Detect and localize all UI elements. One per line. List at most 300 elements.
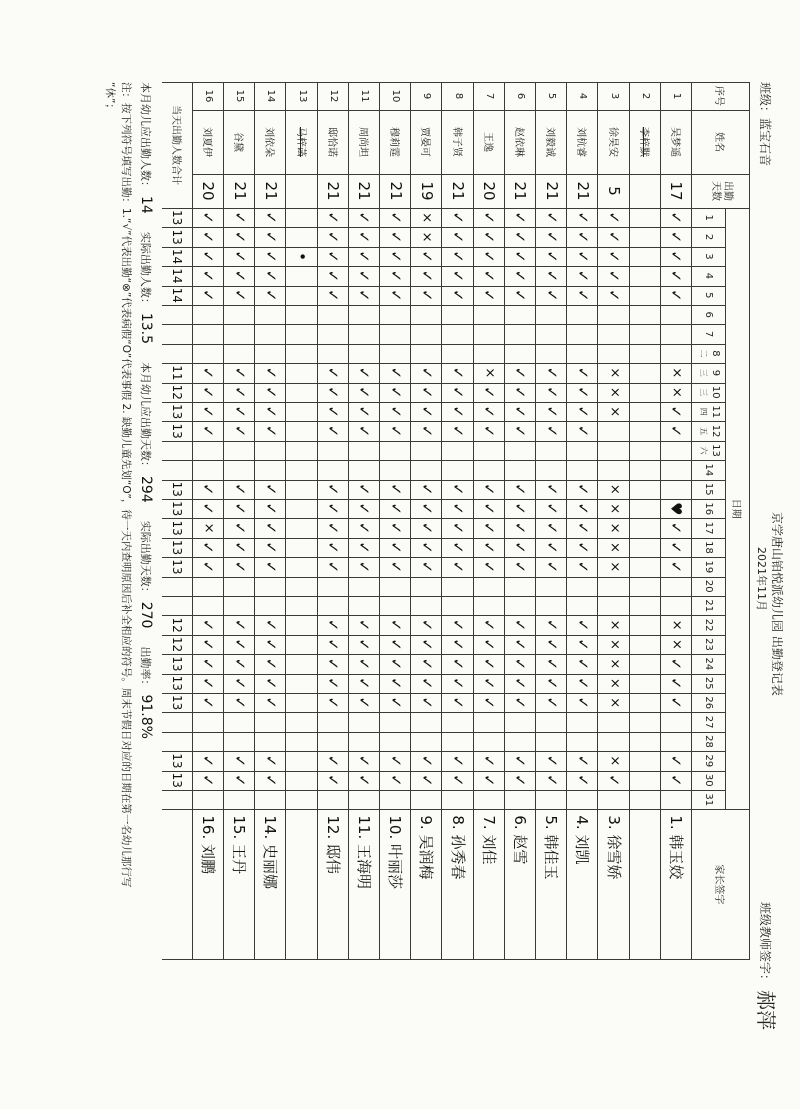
attendance-mark: ✓: [449, 483, 468, 496]
attendance-mark: ✓: [511, 386, 530, 399]
attendance-mark: ✓: [542, 560, 561, 574]
day-header: 20: [703, 579, 715, 593]
attendance-mark: ✓: [261, 424, 280, 438]
attendance-mark: ✓: [511, 424, 530, 438]
attendance-mark: ✓: [480, 230, 499, 244]
attendance-mark: ✓: [449, 521, 468, 535]
attendance-mark: ✓: [417, 521, 436, 535]
attendance-mark: ✓: [355, 521, 374, 535]
attendance-count: 21: [573, 181, 592, 201]
daily-total: 13: [170, 404, 185, 420]
daily-total: 14: [170, 248, 185, 265]
attendance-mark: ✓: [199, 424, 218, 438]
attendance-mark: ✓: [386, 405, 405, 418]
attendance-mark: ✓: [511, 677, 530, 690]
student-name: 徐昊安: [606, 127, 618, 157]
grid-line-h: [254, 82, 255, 959]
attendance-mark: ✓: [667, 424, 686, 438]
attendance-count: 17: [667, 181, 686, 201]
attendance-mark: ×: [419, 212, 435, 224]
attendance-mark: ✓: [230, 541, 249, 554]
attendance-mark: ✓: [324, 250, 343, 263]
attendance-mark: ✓: [542, 424, 561, 438]
attendance-mark: ✓: [355, 618, 374, 632]
grid-line-h: [223, 82, 224, 959]
attendance-mark: ✓: [230, 677, 249, 690]
row-number: 16: [202, 89, 214, 103]
attendance-mark: ✓: [573, 502, 592, 515]
attendance-mark: ✓: [449, 618, 468, 632]
grid-line-v: [162, 480, 726, 481]
attendance-mark: ✓: [511, 250, 530, 263]
attendance-mark: ✓: [230, 560, 249, 574]
attendance-mark: ✓: [261, 618, 280, 632]
day-header: 4: [703, 272, 715, 280]
attendance-mark: ✓: [261, 657, 280, 671]
parent-signature: 8. 孙秀春: [448, 815, 467, 880]
attendance-mark: ✓: [605, 289, 624, 302]
attendance-mark: ✓: [417, 774, 436, 787]
attendance-mark: ✓: [230, 521, 249, 535]
attendance-mark: ✓: [261, 754, 280, 768]
grid-line-v: [162, 615, 726, 616]
row-number: 5: [546, 92, 558, 100]
attendance-count: 21: [230, 181, 249, 201]
attendance-count: 21: [355, 181, 374, 201]
attendance-mark: ✓: [261, 230, 280, 244]
attendance-mark: ✓: [261, 483, 280, 496]
attendance-mark: ✓: [573, 638, 592, 651]
attendance-mark: ✓: [480, 677, 499, 690]
attendance-mark: ✓: [449, 250, 468, 263]
row-number: 15: [234, 89, 246, 103]
grid-line-h: [192, 82, 193, 959]
attendance-mark: ✓: [667, 289, 686, 302]
attendance-mark: ✓: [480, 521, 499, 535]
attendance-mark: ✓: [386, 289, 405, 302]
attendance-mark: ✓: [324, 289, 343, 302]
attendance-mark: ✓: [511, 502, 530, 515]
grid-line-v: [162, 344, 726, 345]
attendance-mark: ✓: [480, 502, 499, 515]
grid-line-h: [691, 82, 692, 959]
attendance-mark: ✓: [417, 560, 436, 574]
attendance-mark: ×: [481, 367, 497, 379]
attendance-mark: ✓: [480, 289, 499, 302]
attendance-mark: ✓: [511, 211, 530, 224]
attendance-count: [630, 174, 661, 208]
parent-signature: 1. 韩玉姣: [666, 815, 685, 880]
attendance-mark: ✓: [573, 560, 592, 574]
attendance-mark: ✓: [355, 211, 374, 224]
day-header: 5: [703, 292, 715, 299]
daily-total: 13: [170, 559, 185, 575]
attendance-mark: ✓: [230, 289, 249, 302]
parent-signature: 6. 赵雪: [510, 815, 529, 865]
attendance-mark: ✓: [386, 618, 405, 632]
parent-signature: 3. 徐雪娇: [604, 815, 623, 880]
attendance-mark: ✓: [417, 269, 436, 283]
attendance-mark: ✓: [199, 657, 218, 671]
row-number: 1: [670, 92, 682, 100]
attendance-count: [286, 174, 317, 208]
day-header: 12 五: [699, 424, 721, 438]
row-number: 11: [358, 89, 370, 103]
row-number: 12: [327, 89, 339, 103]
attendance-mark: ✓: [511, 521, 530, 535]
attendance-mark: ✓: [449, 269, 468, 283]
attendance-mark: ✓: [511, 230, 530, 244]
attendance-mark: ✓: [324, 269, 343, 283]
grid-line-v: [162, 538, 726, 539]
row-number: 3: [608, 92, 620, 100]
student-name: 王逸: [481, 132, 493, 152]
attendance-mark: ✓: [511, 289, 530, 302]
daily-total: 14: [170, 268, 185, 284]
attendance-mark: ✓: [199, 289, 218, 302]
daily-total: 13: [170, 675, 185, 691]
attendance-mark: ✓: [199, 386, 218, 399]
attendance-mark: ✓: [417, 677, 436, 690]
attendance-mark: ✓: [386, 386, 405, 399]
parent-signature: 15. 王丹: [230, 815, 249, 875]
attendance-mark: ×: [606, 542, 622, 553]
attendance-mark: ✓: [542, 269, 561, 283]
attendance-mark: ✓: [199, 269, 218, 283]
attendance-mark: ✓: [573, 289, 592, 302]
daily-total: 13: [170, 210, 185, 226]
day-header: 7: [703, 330, 715, 338]
grid-line-h: [749, 82, 750, 959]
student-name: 马梓菡: [294, 127, 306, 157]
attendance-mark: ✓: [324, 386, 343, 399]
daily-total: 13: [170, 229, 185, 245]
attendance-mark: ✓: [573, 541, 592, 554]
parent-signature: 5. 韩佳玉: [542, 815, 561, 880]
day-header: 31: [703, 793, 715, 807]
grid-line-v: [162, 635, 726, 636]
grid-line-h: [566, 82, 567, 959]
attendance-mark: ✓: [542, 502, 561, 515]
attendance-mark: ✓: [449, 289, 468, 302]
parent-signature: 10. 叶丽莎: [386, 815, 405, 890]
attendance-mark: ✓: [573, 774, 592, 787]
attendance-mark: ✓: [230, 424, 249, 438]
grid-line-v: [162, 286, 726, 287]
grid-line-v: [162, 208, 750, 209]
attendance-mark: ✓: [449, 366, 468, 380]
attendance-mark: ✓: [230, 405, 249, 418]
day-header: 14: [703, 463, 715, 477]
day-header: 11 四: [699, 405, 721, 419]
attendance-mark: ✓: [449, 560, 468, 574]
grid-line-v: [162, 421, 726, 422]
attendance-mark: ✓: [386, 502, 405, 515]
attendance-mark: ✓: [605, 269, 624, 283]
attendance-mark: ✓: [199, 774, 218, 787]
attendance-mark: •: [293, 252, 312, 261]
attendance-mark: ✓: [480, 386, 499, 399]
attendance-mark: ×: [606, 561, 622, 573]
daily-total: 13: [170, 753, 185, 769]
day-header: 2: [703, 233, 715, 241]
attendance-mark: ✓: [542, 230, 561, 244]
attendance-mark: ✓: [386, 366, 405, 380]
attendance-mark: ×: [606, 697, 622, 709]
attendance-mark: ✓: [417, 366, 436, 380]
student-name: 韩子贤: [450, 127, 462, 157]
attendance-mark: ✓: [386, 657, 405, 671]
daily-total: 12: [170, 384, 185, 400]
teacher-signature: 郝萍: [754, 990, 778, 1030]
attendance-mark: ✓: [449, 657, 468, 671]
grid-line-v: [162, 247, 726, 248]
attendance-mark: ✓: [386, 250, 405, 263]
attendance-mark: ✓: [386, 483, 405, 496]
attendance-mark: ✓: [324, 774, 343, 787]
attendance-mark: ✓: [417, 405, 436, 418]
parent-signature: 11. 王海明: [354, 815, 373, 890]
parent-signature: 12. 邸伟: [323, 815, 342, 875]
attendance-mark: ✓: [324, 366, 343, 380]
attendance-mark: ✓: [480, 618, 499, 632]
attendance-mark: ✓: [573, 366, 592, 380]
day-header: 28: [703, 735, 715, 748]
attendance-mark: ✓: [573, 250, 592, 263]
attendance-mark: ✓: [573, 754, 592, 768]
col-no-header: 序号: [713, 86, 725, 106]
attendance-mark: ✓: [449, 230, 468, 244]
attendance-mark: ×: [668, 367, 684, 379]
daily-total: 11: [170, 365, 185, 381]
footer-expected-days-label: 本月幼儿应出勤天数：: [138, 362, 152, 472]
attendance-mark: ✓: [386, 754, 405, 768]
parent-signature: 7. 刘佳: [479, 815, 498, 865]
attendance-mark: ✓: [355, 366, 374, 380]
attendance-mark: ✓: [511, 657, 530, 671]
attendance-mark: ✓: [199, 541, 218, 554]
grid-line-h: [504, 82, 505, 959]
sheet-title: 京学唐山铂悦派幼儿园 出勤登记表: [770, 512, 784, 696]
grid-line-v: [162, 383, 726, 384]
attendance-mark: ✓: [199, 618, 218, 632]
day-header: 6: [703, 311, 715, 318]
attendance-mark: ✓: [480, 638, 499, 651]
attendance-mark: ✓: [449, 541, 468, 554]
attendance-mark: ×: [606, 522, 622, 534]
col-parent-header: 家长签字: [713, 864, 725, 905]
attendance-count: 20: [480, 181, 499, 201]
attendance-mark: ✓: [199, 483, 218, 496]
attendance-mark: ✓: [355, 657, 374, 671]
grid-line-h: [379, 82, 380, 959]
footer-note-continued: “休”；: [103, 82, 116, 114]
attendance-mark: ×: [668, 639, 684, 650]
day-header: 25: [703, 676, 715, 690]
attendance-mark: ✓: [542, 521, 561, 535]
attendance-mark: ✓: [573, 483, 592, 496]
attendance-mark: ✓: [480, 560, 499, 574]
attendance-mark: ✓: [386, 541, 405, 554]
attendance-mark: ✓: [324, 230, 343, 244]
attendance-mark: ✓: [511, 560, 530, 574]
attendance-mark: ✓: [667, 405, 686, 418]
grid-line-h: [629, 82, 630, 959]
attendance-mark: ✓: [230, 269, 249, 283]
day-header: 23: [703, 638, 715, 651]
attendance-mark: ✓: [667, 250, 686, 263]
grid-line-v: [162, 674, 726, 675]
attendance-mark: ✓: [542, 618, 561, 632]
attendance-count: 5: [605, 186, 624, 196]
attendance-mark: ✓: [230, 754, 249, 768]
attendance-mark: ✓: [449, 405, 468, 418]
attendance-mark: ✓: [667, 211, 686, 224]
attendance-mark: ✓: [386, 424, 405, 438]
row-number: 4: [577, 92, 589, 100]
attendance-mark: ✓: [261, 211, 280, 224]
attendance-mark: ✓: [324, 754, 343, 768]
grid-line-h: [348, 82, 349, 959]
attendance-mark: ✓: [324, 638, 343, 651]
grid-line-v: [162, 227, 726, 228]
attendance-mark: ✓: [542, 638, 561, 651]
grid-line-v: [162, 441, 726, 442]
attendance-mark: ✓: [511, 483, 530, 496]
attendance-mark: ✓: [261, 250, 280, 263]
grid-line-h: [317, 82, 318, 959]
attendance-mark: ✓: [386, 521, 405, 535]
attendance-mark: ✓: [355, 560, 374, 574]
footer-actual-days-label: 实际出勤天数：: [138, 520, 152, 598]
attendance-mark: ✓: [324, 618, 343, 632]
attendance-mark: ✓: [386, 774, 405, 787]
attendance-mark: ✓: [261, 696, 280, 709]
attendance-mark: ✓: [417, 754, 436, 768]
attendance-mark: ✓: [480, 405, 499, 418]
attendance-mark: ✓: [480, 483, 499, 496]
attendance-mark: ✓: [261, 521, 280, 535]
attendance-mark: ✓: [386, 696, 405, 709]
attendance-mark: ✓: [199, 366, 218, 380]
attendance-mark: ✓: [417, 638, 436, 651]
attendance-mark: ✓: [542, 386, 561, 399]
grid-line-h: [660, 82, 661, 959]
attendance-mark: ✓: [449, 754, 468, 768]
day-header: 9 三: [699, 368, 721, 377]
grid-line-v: [162, 363, 726, 364]
attendance-mark: ✓: [355, 696, 374, 709]
attendance-mark: ✓: [261, 366, 280, 380]
attendance-count: 21: [261, 181, 280, 201]
attendance-mark: ×: [606, 755, 622, 767]
attendance-mark: ×: [606, 677, 622, 689]
daily-total: 12: [170, 617, 185, 633]
grid-line-v: [162, 693, 726, 694]
attendance-mark: ×: [606, 386, 622, 398]
attendance-mark: ✓: [324, 211, 343, 224]
attendance-mark: ✓: [449, 502, 468, 515]
attendance-mark: ✓: [449, 774, 468, 787]
attendance-mark: ✓: [542, 289, 561, 302]
attendance-mark: ✓: [355, 677, 374, 690]
attendance-mark: ✓: [324, 541, 343, 554]
day-header: 1: [703, 214, 715, 221]
attendance-mark: ✓: [261, 541, 280, 554]
attendance-mark: ✓: [542, 774, 561, 787]
attendance-mark: ✓: [480, 774, 499, 787]
attendance-mark: ♥: [667, 501, 686, 516]
attendance-mark: ✓: [667, 560, 686, 574]
attendance-mark: ✓: [199, 696, 218, 709]
attendance-mark: ✓: [417, 541, 436, 554]
attendance-mark: ✓: [199, 230, 218, 244]
grid-line-v: [162, 790, 726, 791]
attendance-mark: ✓: [605, 250, 624, 263]
daily-total: 13: [170, 656, 185, 672]
attendance-mark: ✓: [449, 386, 468, 399]
attendance-mark: ✓: [573, 657, 592, 671]
grid-line-h: [725, 208, 726, 809]
parent-signature: 16. 刘鹏: [198, 815, 217, 875]
attendance-mark: ✓: [355, 250, 374, 263]
grid-line-v: [162, 518, 726, 519]
day-header: 19: [703, 560, 715, 574]
attendance-mark: ✓: [480, 657, 499, 671]
day-header: 15: [703, 482, 715, 496]
attendance-mark: ✓: [667, 696, 686, 709]
attendance-mark: ✓: [324, 560, 343, 574]
attendance-mark: ✓: [355, 483, 374, 496]
attendance-mark: ✓: [511, 405, 530, 418]
attendance-mark: ✓: [542, 677, 561, 690]
attendance-mark: ✓: [324, 502, 343, 515]
attendance-mark: ✓: [261, 502, 280, 515]
attendance-mark: ✓: [542, 366, 561, 380]
attendance-mark: ✓: [511, 269, 530, 283]
attendance-mark: ×: [606, 367, 622, 379]
grid-line-v: [162, 577, 726, 578]
class-label: 班级：蓝宝石音: [758, 82, 772, 167]
grid-line-h: [441, 82, 442, 959]
daily-total: 13: [170, 539, 185, 556]
attendance-mark: ✓: [355, 386, 374, 399]
day-header: 26: [703, 696, 715, 710]
attendance-mark: ✓: [542, 211, 561, 224]
footer-actual-days-value: 270: [137, 601, 154, 629]
attendance-mark: ✓: [573, 386, 592, 399]
attendance-mark: ✓: [386, 230, 405, 244]
attendance-mark: ✓: [417, 424, 436, 438]
attendance-mark: ✓: [386, 269, 405, 283]
attendance-mark: ✓: [480, 211, 499, 224]
attendance-mark: ✓: [449, 424, 468, 438]
attendance-mark: ✓: [261, 560, 280, 574]
student-name: 贾晏可: [419, 127, 431, 157]
attendance-mark: ✓: [417, 386, 436, 399]
attendance-mark: ✓: [355, 289, 374, 302]
row-number: 6: [514, 92, 526, 100]
footer-expected-days-value: 294: [137, 476, 154, 503]
attendance-mark: ✓: [386, 211, 405, 224]
attendance-mark: ✓: [573, 677, 592, 690]
col-date-header: 日期: [730, 498, 742, 519]
attendance-mark: ✓: [324, 424, 343, 438]
attendance-mark: ✓: [230, 696, 249, 709]
attendance-mark: ✓: [542, 405, 561, 418]
attendance-mark: ✓: [573, 618, 592, 632]
daily-total: 13: [170, 772, 185, 788]
